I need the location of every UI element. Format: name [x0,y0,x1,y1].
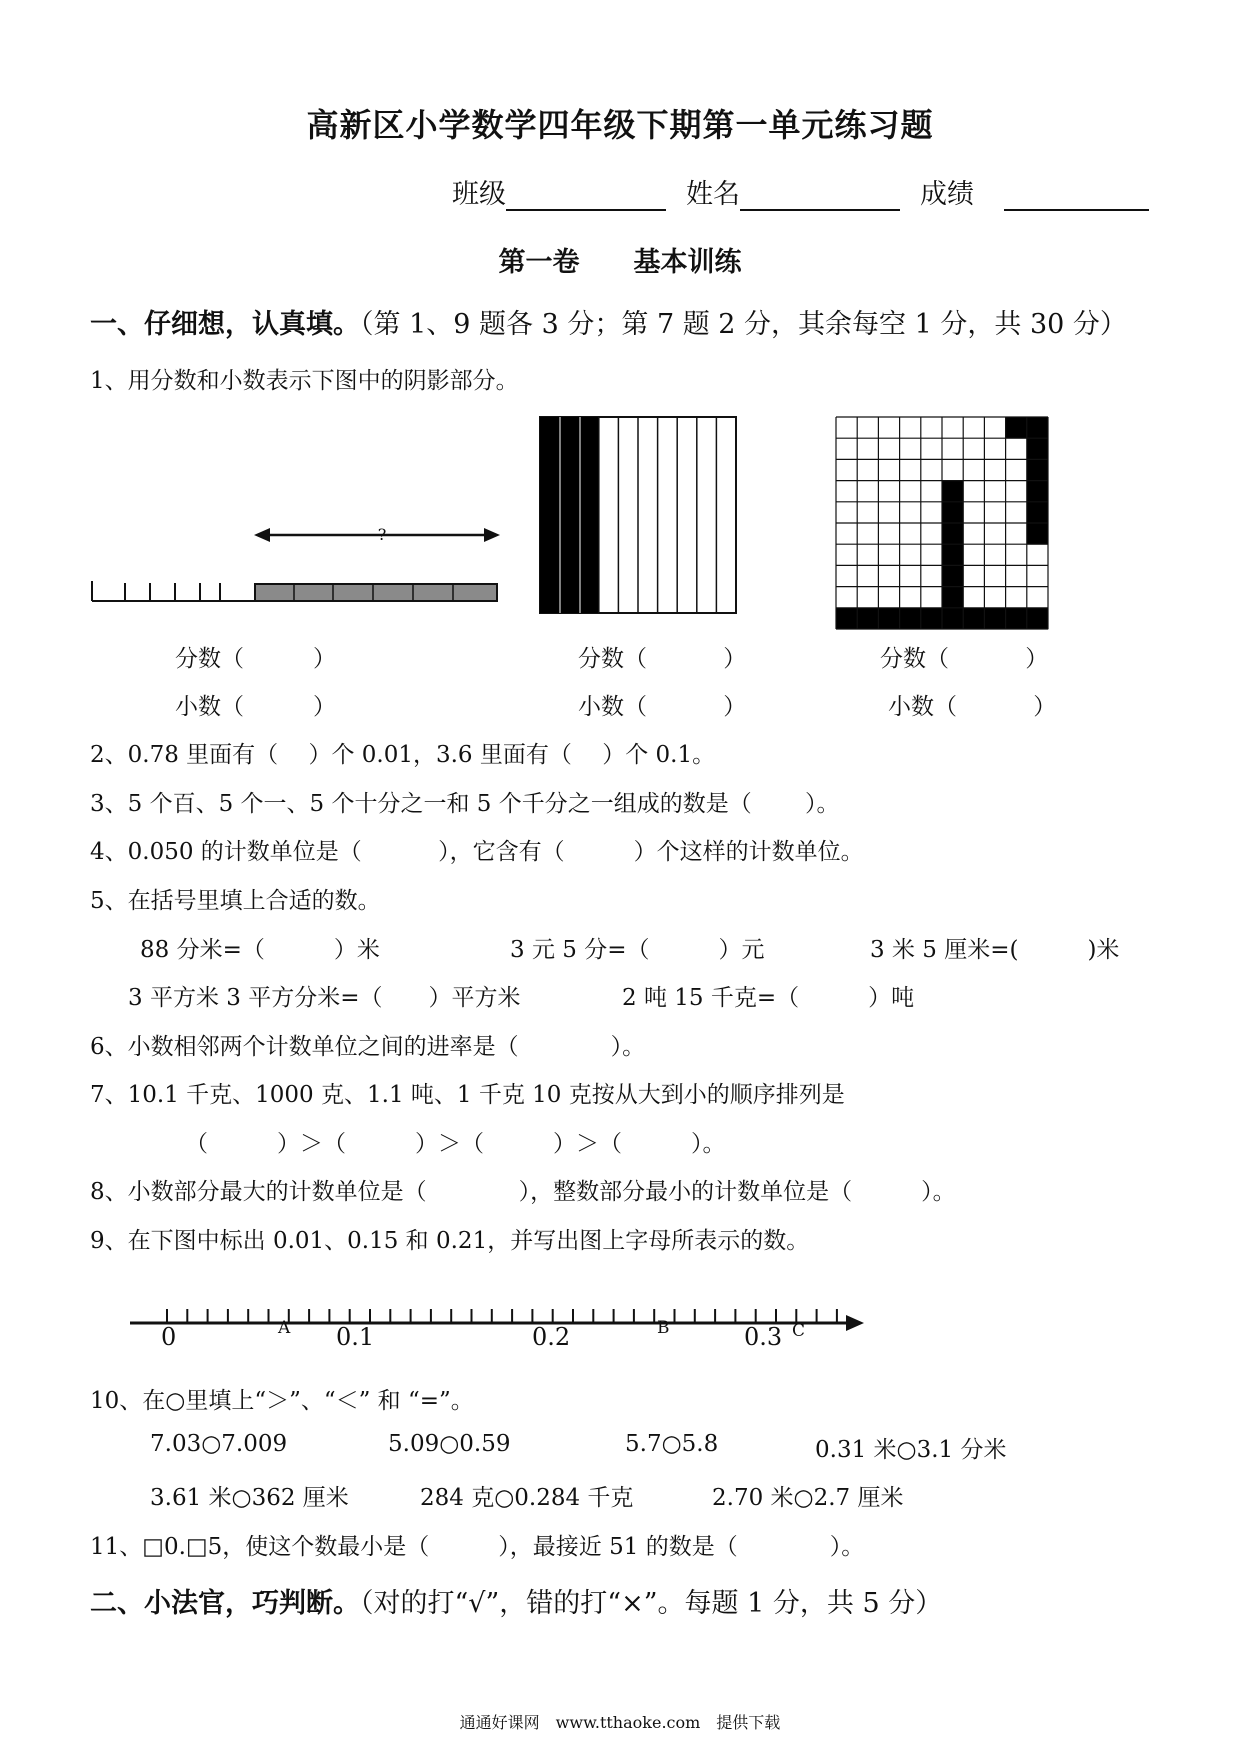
question-2: 2、0.78 里面有（ ）个 0.01，3.6 里面有（ ）个 0.1。 [90,742,716,768]
compare-item[interactable]: 2.70 米○2.7 厘米 [712,1485,904,1511]
point-label-a: A [278,1318,291,1338]
compare-item[interactable]: 284 克○0.284 千克 [420,1485,634,1511]
tick-label-0: 0 [161,1323,177,1351]
footer: 通通好课网 www.tthaoke.com 提供下载 [459,1713,781,1732]
point-label-b: B [657,1318,670,1338]
question-6: 6、小数相邻两个计数单位之间的进率是（ ）。 [90,1034,646,1060]
tick-label-0.2: 0.2 [532,1323,571,1351]
section-2-title: 二、小法官，巧判断。 [90,1588,360,1619]
page-title: 高新区小学数学四年级下期第一单元练习题 [306,106,934,144]
fig2-decimal-blank[interactable]: 小数（ ） [578,694,747,720]
segment-question-mark: ? [377,525,387,544]
compare-item[interactable]: 0.31 米○3.1 分米 [815,1437,1007,1463]
fig3-decimal-blank[interactable]: 小数（ ） [888,694,1057,720]
question-5d: 3 平方米 3 平方分米=（ ）平方米 [128,985,521,1011]
question-4: 4、0.050 的计数单位是（ ），它含有（ ）个这样的计数单位。 [90,839,864,865]
question-8: 8、小数部分最大的计数单位是（ ），整数部分最小的计数单位是（ ）。 [90,1179,956,1205]
grid-figure [836,417,1048,629]
fig2-fraction-blank[interactable]: 分数（ ） [578,646,747,672]
question-5e: 2 吨 15 千克=（ ）吨 [622,985,915,1011]
compare-item[interactable]: 5.09○0.59 [388,1431,511,1457]
class-label: 班级 [452,179,506,210]
tick-label-0.1: 0.1 [336,1323,375,1351]
volume-heading: 第一卷 基本训练 [498,247,742,278]
question-7: 7、10.1 千克、1000 克、1.1 吨、1 千克 10 克按从大到小的顺序排列是 [90,1082,845,1108]
question-5a: 88 分米=（ ）米 [140,937,380,963]
question-5: 5、在括号里填上合适的数。 [90,888,381,914]
fig1-fraction-blank[interactable]: 分数（ ） [175,646,336,672]
compare-item[interactable]: 3.61 米○362 厘米 [150,1485,349,1511]
question-10: 10、在○里填上“＞”、“＜” 和 “=”。 [90,1388,474,1414]
question-7-blanks[interactable]: （ ）＞（ ）＞（ ）＞（ ）。 [185,1131,726,1157]
fig1-decimal-blank[interactable]: 小数（ ） [175,694,336,720]
section-1-note: （第 1、9 题各 3 分；第 7 题 2 分，其余每空 1 分，共 30 分） [360,309,1127,340]
question-9: 9、在下图中标出 0.01、0.15 和 0.21，并写出图上字母所表示的数。 [90,1228,810,1254]
question-5b: 3 元 5 分=（ ）元 [510,937,765,963]
score-label: 成绩 [920,179,974,210]
compare-item[interactable]: 7.03○7.009 [150,1431,288,1457]
question-11: 11、□0.□5，使这个数最小是（ ），最接近 51 的数是（ ）。 [90,1534,865,1560]
question-5c: 3 米 5 厘米=( )米 [870,937,1120,963]
fig3-fraction-blank[interactable]: 分数（ ） [880,646,1049,672]
strip-figure [540,417,736,613]
section-2-heading [90,1581,942,1620]
name-label: 姓名 [686,179,740,210]
section-1-title: 一、仔细想，认真填。 [90,309,360,340]
compare-item[interactable]: 5.7○5.8 [625,1431,719,1457]
question-3: 3、5 个百、5 个一、5 个十分之一和 5 个千分之一组成的数是（ ）。 [90,791,840,817]
point-label-c: C [792,1321,806,1341]
section-2-note: （对的打“√”，错的打“×”。每题 1 分，共 5 分） [360,1588,943,1619]
tick-label-0.3: 0.3 [744,1323,783,1351]
question-1: 1、用分数和小数表示下图中的阴影部分。 [90,368,519,394]
